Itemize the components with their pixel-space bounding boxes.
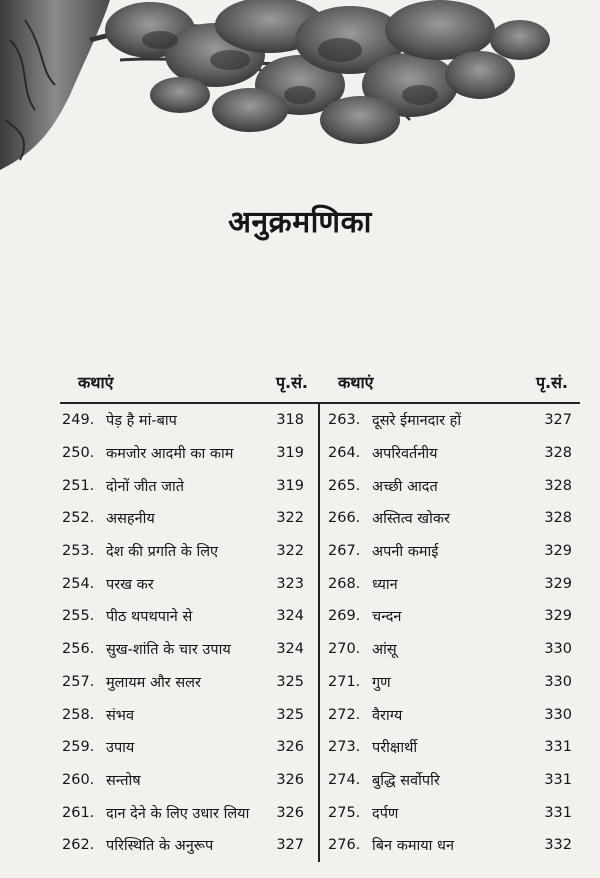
- entry-page: 326: [276, 739, 304, 756]
- page-title: अनुक्रमणिका: [228, 205, 372, 240]
- entry-page: 327: [544, 412, 572, 429]
- entry-page: 324: [276, 608, 304, 625]
- entry-page: 326: [276, 804, 304, 821]
- entry-page: 324: [276, 641, 304, 658]
- toc-entry: [60, 502, 318, 535]
- entry-title: परिस्थिति के अनुरूप: [106, 838, 214, 855]
- toc-right-column: [320, 404, 580, 862]
- toc-entry: [60, 567, 318, 600]
- entry-title: दर्पण: [372, 805, 399, 822]
- entry-number: 253.: [62, 543, 95, 560]
- entry-number: 251.: [62, 477, 95, 494]
- entry-page: 331: [544, 804, 572, 821]
- header-left: [60, 371, 320, 393]
- toc-entry: [60, 469, 318, 502]
- entry-page: 329: [544, 543, 572, 560]
- toc-entry: [60, 796, 318, 829]
- entry-title: अच्छी आदत: [372, 478, 438, 495]
- toc-entry: [320, 502, 580, 535]
- entry-page: 330: [544, 641, 572, 658]
- entry-page: 322: [276, 543, 304, 560]
- toc-entry: [60, 698, 318, 731]
- entry-number: 252.: [62, 510, 95, 527]
- entry-title: गुण: [372, 674, 391, 691]
- toc-entry: [60, 404, 318, 437]
- entry-page: 327: [276, 837, 304, 854]
- entry-number: 259.: [62, 739, 95, 756]
- header-page-left: पृ.सं.: [275, 373, 308, 392]
- toc-entry: [320, 404, 580, 437]
- entry-title: उपाय: [106, 740, 135, 757]
- entry-number: 258.: [62, 706, 95, 723]
- header-right: [320, 371, 580, 393]
- entry-number: 257.: [62, 673, 95, 690]
- table-of-contents: [60, 362, 580, 862]
- entry-title: परख कर: [106, 576, 154, 593]
- entry-page: 326: [276, 771, 304, 788]
- entry-number: 266.: [328, 510, 361, 527]
- toc-entry: [320, 567, 580, 600]
- header-stories-left: कथाएं: [78, 373, 114, 392]
- toc-entry: [60, 731, 318, 764]
- toc-entry: [60, 666, 318, 699]
- entry-title: परीक्षार्थी: [372, 740, 418, 757]
- toc-columns: [60, 404, 580, 862]
- toc-entry: [60, 633, 318, 666]
- entry-number: 262.: [62, 837, 95, 854]
- entry-page: 330: [544, 673, 572, 690]
- entry-title: अपनी कमाई: [372, 544, 439, 561]
- entry-page: 328: [544, 477, 572, 494]
- toc-entry: [320, 535, 580, 568]
- entry-number: 275.: [328, 804, 361, 821]
- entry-title: संभव: [106, 707, 135, 724]
- entry-title: बिन कमाया धन: [372, 838, 454, 855]
- entry-number: 254.: [62, 575, 95, 592]
- toc-entry: [320, 829, 580, 862]
- entry-number: 270.: [328, 641, 361, 658]
- toc-entry: [320, 731, 580, 764]
- entry-page: 328: [544, 445, 572, 462]
- toc-left-column: [60, 404, 320, 862]
- toc-entry: [60, 764, 318, 797]
- entry-number: 261.: [62, 804, 95, 821]
- entry-page: 332: [544, 837, 572, 854]
- toc-entry: [60, 829, 318, 862]
- entry-number: 264.: [328, 445, 361, 462]
- entry-number: 273.: [328, 739, 361, 756]
- entry-number: 265.: [328, 477, 361, 494]
- entry-page: 325: [276, 673, 304, 690]
- entry-title: सुख-शांति के चार उपाय: [106, 642, 231, 659]
- toc-entry: [320, 469, 580, 502]
- entry-title: देश की प्रगति के लिए: [106, 544, 219, 561]
- entry-number: 269.: [328, 608, 361, 625]
- entry-number: 271.: [328, 673, 361, 690]
- entry-number: 263.: [328, 412, 361, 429]
- entry-title: सन्तोष: [106, 772, 141, 789]
- entry-number: 249.: [62, 412, 95, 429]
- header-stories-right: कथाएं: [338, 373, 374, 392]
- entry-page: 322: [276, 510, 304, 527]
- entry-title: ध्यान: [372, 576, 398, 593]
- entry-title: कमजोर आदमी का काम: [106, 446, 234, 463]
- entry-page: 319: [276, 445, 304, 462]
- entry-page: 329: [544, 575, 572, 592]
- entry-title: दान देने के लिए उधार लिया: [106, 805, 250, 822]
- entry-page: 328: [544, 510, 572, 527]
- toc-entry: [320, 796, 580, 829]
- toc-entry: [320, 698, 580, 731]
- entry-number: 260.: [62, 771, 95, 788]
- header-page-right: पृ.सं.: [535, 373, 568, 392]
- toc-entry: [320, 764, 580, 797]
- entry-number: 255.: [62, 608, 95, 625]
- entry-page: 329: [544, 608, 572, 625]
- entry-title: दोनों जीत जाते: [106, 478, 185, 495]
- toc-entry: [320, 600, 580, 633]
- entry-page: 331: [544, 771, 572, 788]
- entry-title: वैराग्य: [372, 707, 403, 724]
- toc-header: [60, 362, 580, 402]
- toc-entry: [60, 437, 318, 470]
- entry-page: 318: [276, 412, 304, 429]
- entry-page: 323: [276, 575, 304, 592]
- entry-number: 267.: [328, 543, 361, 560]
- entry-title: अस्तित्व खोकर: [372, 511, 450, 528]
- entry-title: पीठ थपथपाने से: [106, 609, 193, 626]
- toc-entry: [320, 437, 580, 470]
- entry-title: बुद्धि सर्वोपरि: [372, 772, 440, 789]
- entry-number: 272.: [328, 706, 361, 723]
- toc-entry: [320, 633, 580, 666]
- entry-number: 276.: [328, 837, 361, 854]
- toc-entry: [60, 600, 318, 633]
- entry-title: असहनीय: [106, 511, 155, 528]
- entry-title: चन्दन: [372, 609, 402, 626]
- entry-number: 274.: [328, 771, 361, 788]
- entry-page: 331: [544, 739, 572, 756]
- toc-entry: [60, 535, 318, 568]
- entry-title: अपरिवर्तनीय: [372, 446, 438, 463]
- tree-illustration: [0, 0, 600, 175]
- entry-number: 256.: [62, 641, 95, 658]
- entry-page: 325: [276, 706, 304, 723]
- entry-title: आंसू: [372, 642, 397, 659]
- entry-number: 268.: [328, 575, 361, 592]
- entry-title: पेड़ है मां-बाप: [106, 413, 177, 430]
- entry-title: मुलायम और सलर: [106, 674, 201, 691]
- toc-entry: [320, 666, 580, 699]
- entry-number: 250.: [62, 445, 95, 462]
- entry-page: 319: [276, 477, 304, 494]
- entry-page: 330: [544, 706, 572, 723]
- entry-title: दूसरे ईमानदार हों: [372, 413, 462, 430]
